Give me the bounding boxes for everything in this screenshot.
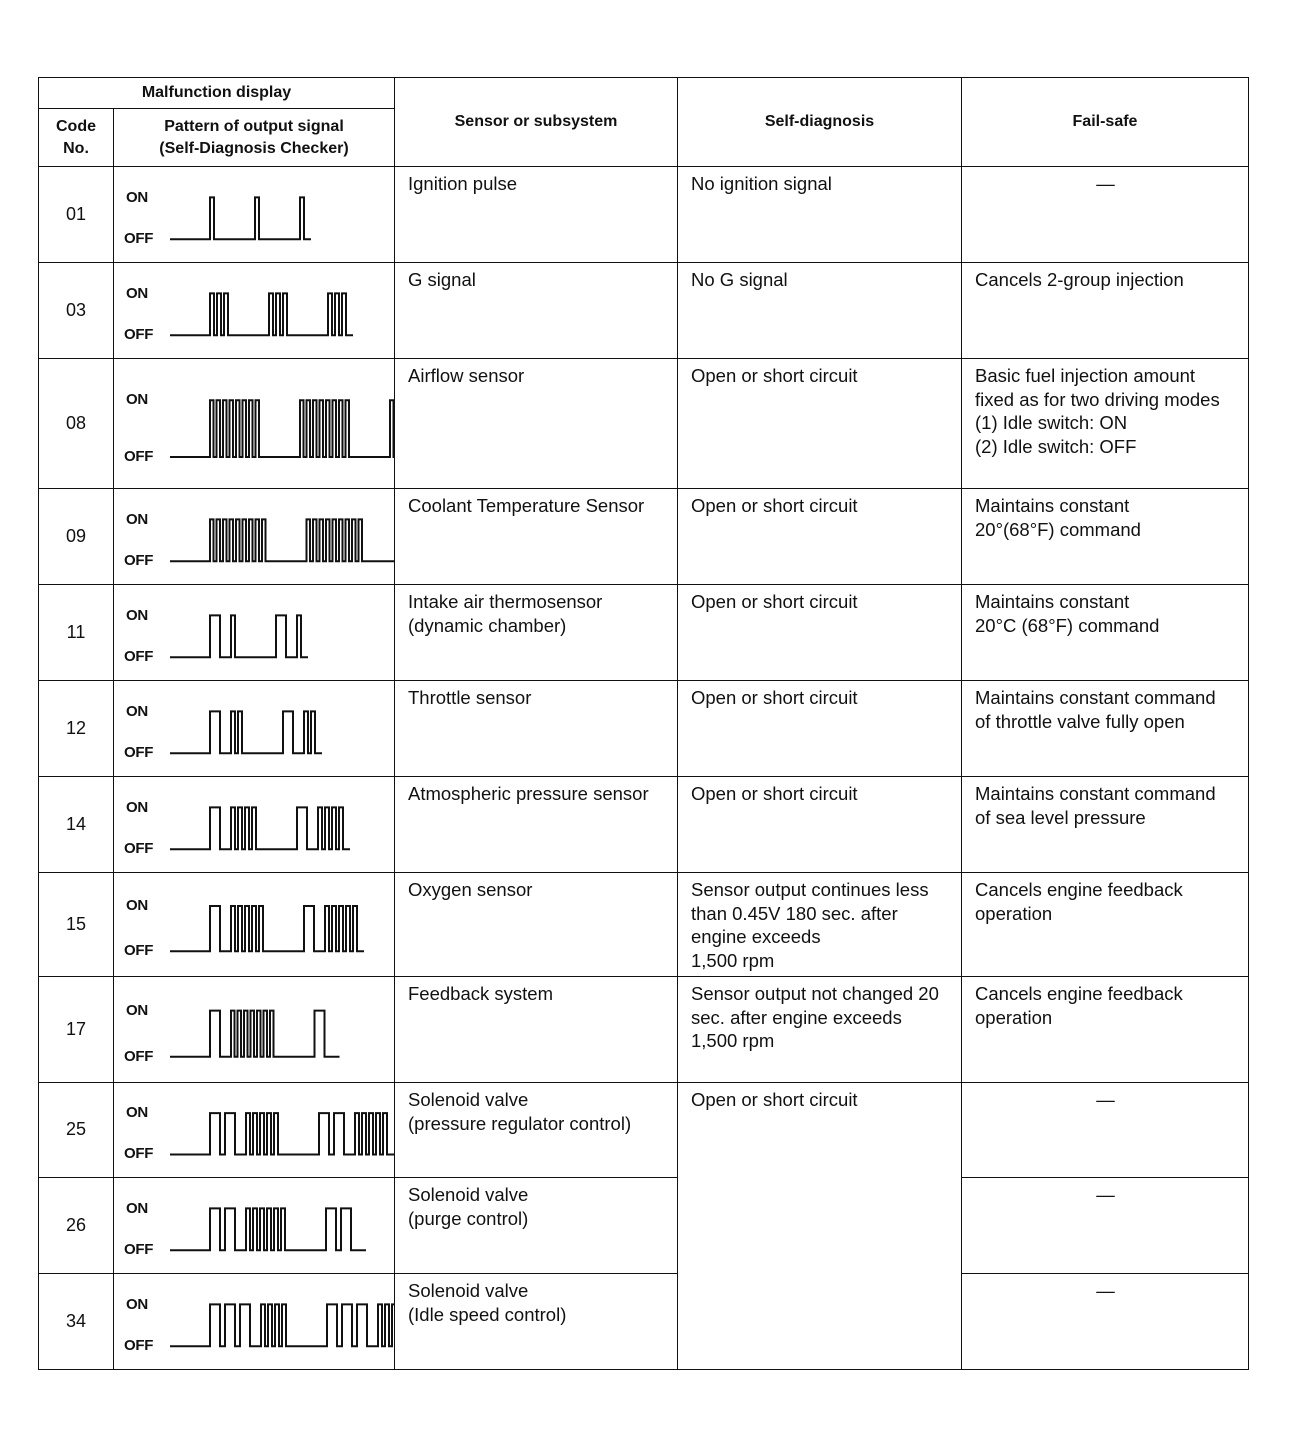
off-label: OFF: [124, 942, 154, 960]
fail-safe-header: Fail-safe: [962, 78, 1249, 167]
on-label: ON: [126, 1001, 148, 1019]
table-row: [39, 977, 1249, 1083]
signal-line: [170, 807, 350, 849]
sensor-name: Oxygen sensor: [395, 873, 678, 977]
table-row: [39, 681, 1249, 777]
off-label: OFF: [124, 1337, 154, 1355]
off-label: OFF: [124, 230, 154, 248]
signal-pattern: [114, 167, 395, 263]
table-row: [39, 263, 1249, 359]
waveform: [114, 585, 395, 680]
code-number: 12: [39, 681, 114, 777]
table-row: [39, 585, 1249, 681]
signal-pattern: [114, 1274, 395, 1370]
self-diagnosis: Sensor output continues less than 0.45V 180 sec. after engine exceeds 1,500 rpm: [678, 873, 962, 977]
sensor-name: Intake air thermosensor (dynamic chamber): [395, 585, 678, 681]
off-label: OFF: [124, 648, 154, 666]
signal-pattern: [114, 777, 395, 873]
on-label: ON: [126, 1199, 148, 1217]
signal-line: [170, 615, 308, 657]
signal-line: [170, 519, 395, 561]
self-diagnosis: No ignition signal: [678, 167, 962, 263]
waveform: [114, 873, 395, 976]
signal-line: [170, 1113, 394, 1154]
fail-safe: Maintains constant command of sea level pressure: [962, 777, 1249, 873]
on-label: ON: [126, 1295, 148, 1313]
waveform: [114, 681, 395, 776]
on-label: ON: [126, 798, 148, 816]
malfunction-display-header: Malfunction display: [39, 78, 395, 109]
fail-safe: —: [962, 1178, 1249, 1274]
fail-safe: Cancels engine feedback operation: [962, 977, 1249, 1083]
off-label: OFF: [124, 840, 154, 858]
signal-pattern: [114, 1083, 395, 1178]
waveform: [114, 359, 395, 488]
signal-pattern: [114, 681, 395, 777]
sensor-name: Ignition pulse: [395, 167, 678, 263]
signal-line: [170, 1011, 340, 1057]
table-row: [39, 777, 1249, 873]
signal-line: [170, 293, 353, 335]
waveform: [114, 1178, 395, 1273]
pattern-header: Pattern of output signal (Self-Diagnosis Checker): [114, 109, 395, 167]
waveform: [114, 1083, 395, 1177]
code-number: 15: [39, 873, 114, 977]
sensor-name: Airflow sensor: [395, 359, 678, 489]
signal-line: [170, 1208, 366, 1250]
code-number: 17: [39, 977, 114, 1083]
table-row: [39, 167, 1249, 263]
on-label: ON: [126, 1104, 148, 1122]
code-number: 09: [39, 489, 114, 585]
sensor-name: Solenoid valve (Idle speed control): [395, 1274, 678, 1370]
self-diagnosis-header: Self-diagnosis: [678, 78, 962, 167]
signal-pattern: [114, 977, 395, 1083]
sensor-name: Solenoid valve (pressure regulator control): [395, 1083, 678, 1178]
code-number: 01: [39, 167, 114, 263]
self-diagnosis: Open or short circuit: [678, 777, 962, 873]
sensor-name: Feedback system: [395, 977, 678, 1083]
on-label: ON: [126, 390, 148, 408]
signal-pattern: [114, 263, 395, 359]
signal-line: [170, 711, 322, 753]
fail-safe: Maintains constant 20°C (68°F) command: [962, 585, 1249, 681]
code-number: 25: [39, 1083, 114, 1178]
self-diagnosis: Open or short circuit: [678, 359, 962, 489]
self-diagnosis: Open or short circuit: [678, 489, 962, 585]
off-label: OFF: [124, 1047, 154, 1065]
signal-pattern: [114, 1178, 395, 1274]
code-number: 08: [39, 359, 114, 489]
waveform: [114, 977, 395, 1082]
signal-pattern: [114, 489, 395, 585]
fail-safe: —: [962, 167, 1249, 263]
code-number: 34: [39, 1274, 114, 1370]
on-label: ON: [126, 510, 148, 528]
on-label: ON: [126, 188, 148, 206]
fail-safe: Cancels 2-group injection: [962, 263, 1249, 359]
off-label: OFF: [124, 448, 154, 466]
waveform: [114, 489, 395, 584]
waveform: [114, 1274, 395, 1369]
table-row: [39, 873, 1249, 977]
signal-line: [170, 906, 364, 951]
fail-safe: —: [962, 1274, 1249, 1370]
signal-pattern: [114, 873, 395, 977]
on-label: ON: [126, 702, 148, 720]
off-label: OFF: [124, 326, 154, 344]
fail-safe: —: [962, 1083, 1249, 1178]
off-label: OFF: [124, 744, 154, 762]
sensor-name: Atmospheric pressure sensor: [395, 777, 678, 873]
fail-safe: Maintains constant command of throttle valve fully open: [962, 681, 1249, 777]
off-label: OFF: [124, 1145, 154, 1163]
table-row: [39, 1274, 1249, 1370]
code-no-header: Code No.: [39, 109, 114, 167]
code-number: 03: [39, 263, 114, 359]
fail-safe: Basic fuel injection amount fixed as for two driving modes (1) Idle switch: ON (2) Idle switch: OFF: [962, 359, 1249, 489]
sensor-name: Solenoid valve (purge control): [395, 1178, 678, 1274]
on-label: ON: [126, 606, 148, 624]
waveform: [114, 167, 395, 262]
waveform: [114, 263, 395, 358]
signal-line: [170, 400, 395, 457]
signal-pattern: [114, 585, 395, 681]
sensor-name: Throttle sensor: [395, 681, 678, 777]
table-row: [39, 1178, 1249, 1274]
sensor-name: Coolant Temperature Sensor: [395, 489, 678, 585]
waveform: [114, 777, 395, 872]
diagnosis-code-table: [38, 77, 1249, 1370]
on-label: ON: [126, 284, 148, 302]
sensor-header: Sensor or subsystem: [395, 78, 678, 167]
self-diagnosis: Open or short circuit: [678, 681, 962, 777]
code-number: 14: [39, 777, 114, 873]
table-row: [39, 489, 1249, 585]
off-label: OFF: [124, 552, 154, 570]
code-number: 26: [39, 1178, 114, 1274]
fail-safe: Maintains constant 20°(68°F) command: [962, 489, 1249, 585]
signal-line: [170, 197, 311, 239]
on-label: ON: [126, 896, 148, 914]
signal-line: [170, 1304, 395, 1346]
self-diagnosis: No G signal: [678, 263, 962, 359]
self-diagnosis: Sensor output not changed 20 sec. after engine exceeds 1,500 rpm: [678, 977, 962, 1083]
table-row: [39, 359, 1249, 489]
sensor-name: G signal: [395, 263, 678, 359]
fail-safe: Cancels engine feedback operation: [962, 873, 1249, 977]
self-diagnosis: Open or short circuit: [678, 1083, 962, 1370]
off-label: OFF: [124, 1241, 154, 1259]
self-diagnosis: Open or short circuit: [678, 585, 962, 681]
code-number: 11: [39, 585, 114, 681]
table-row: [39, 1083, 1249, 1178]
signal-pattern: [114, 359, 395, 489]
